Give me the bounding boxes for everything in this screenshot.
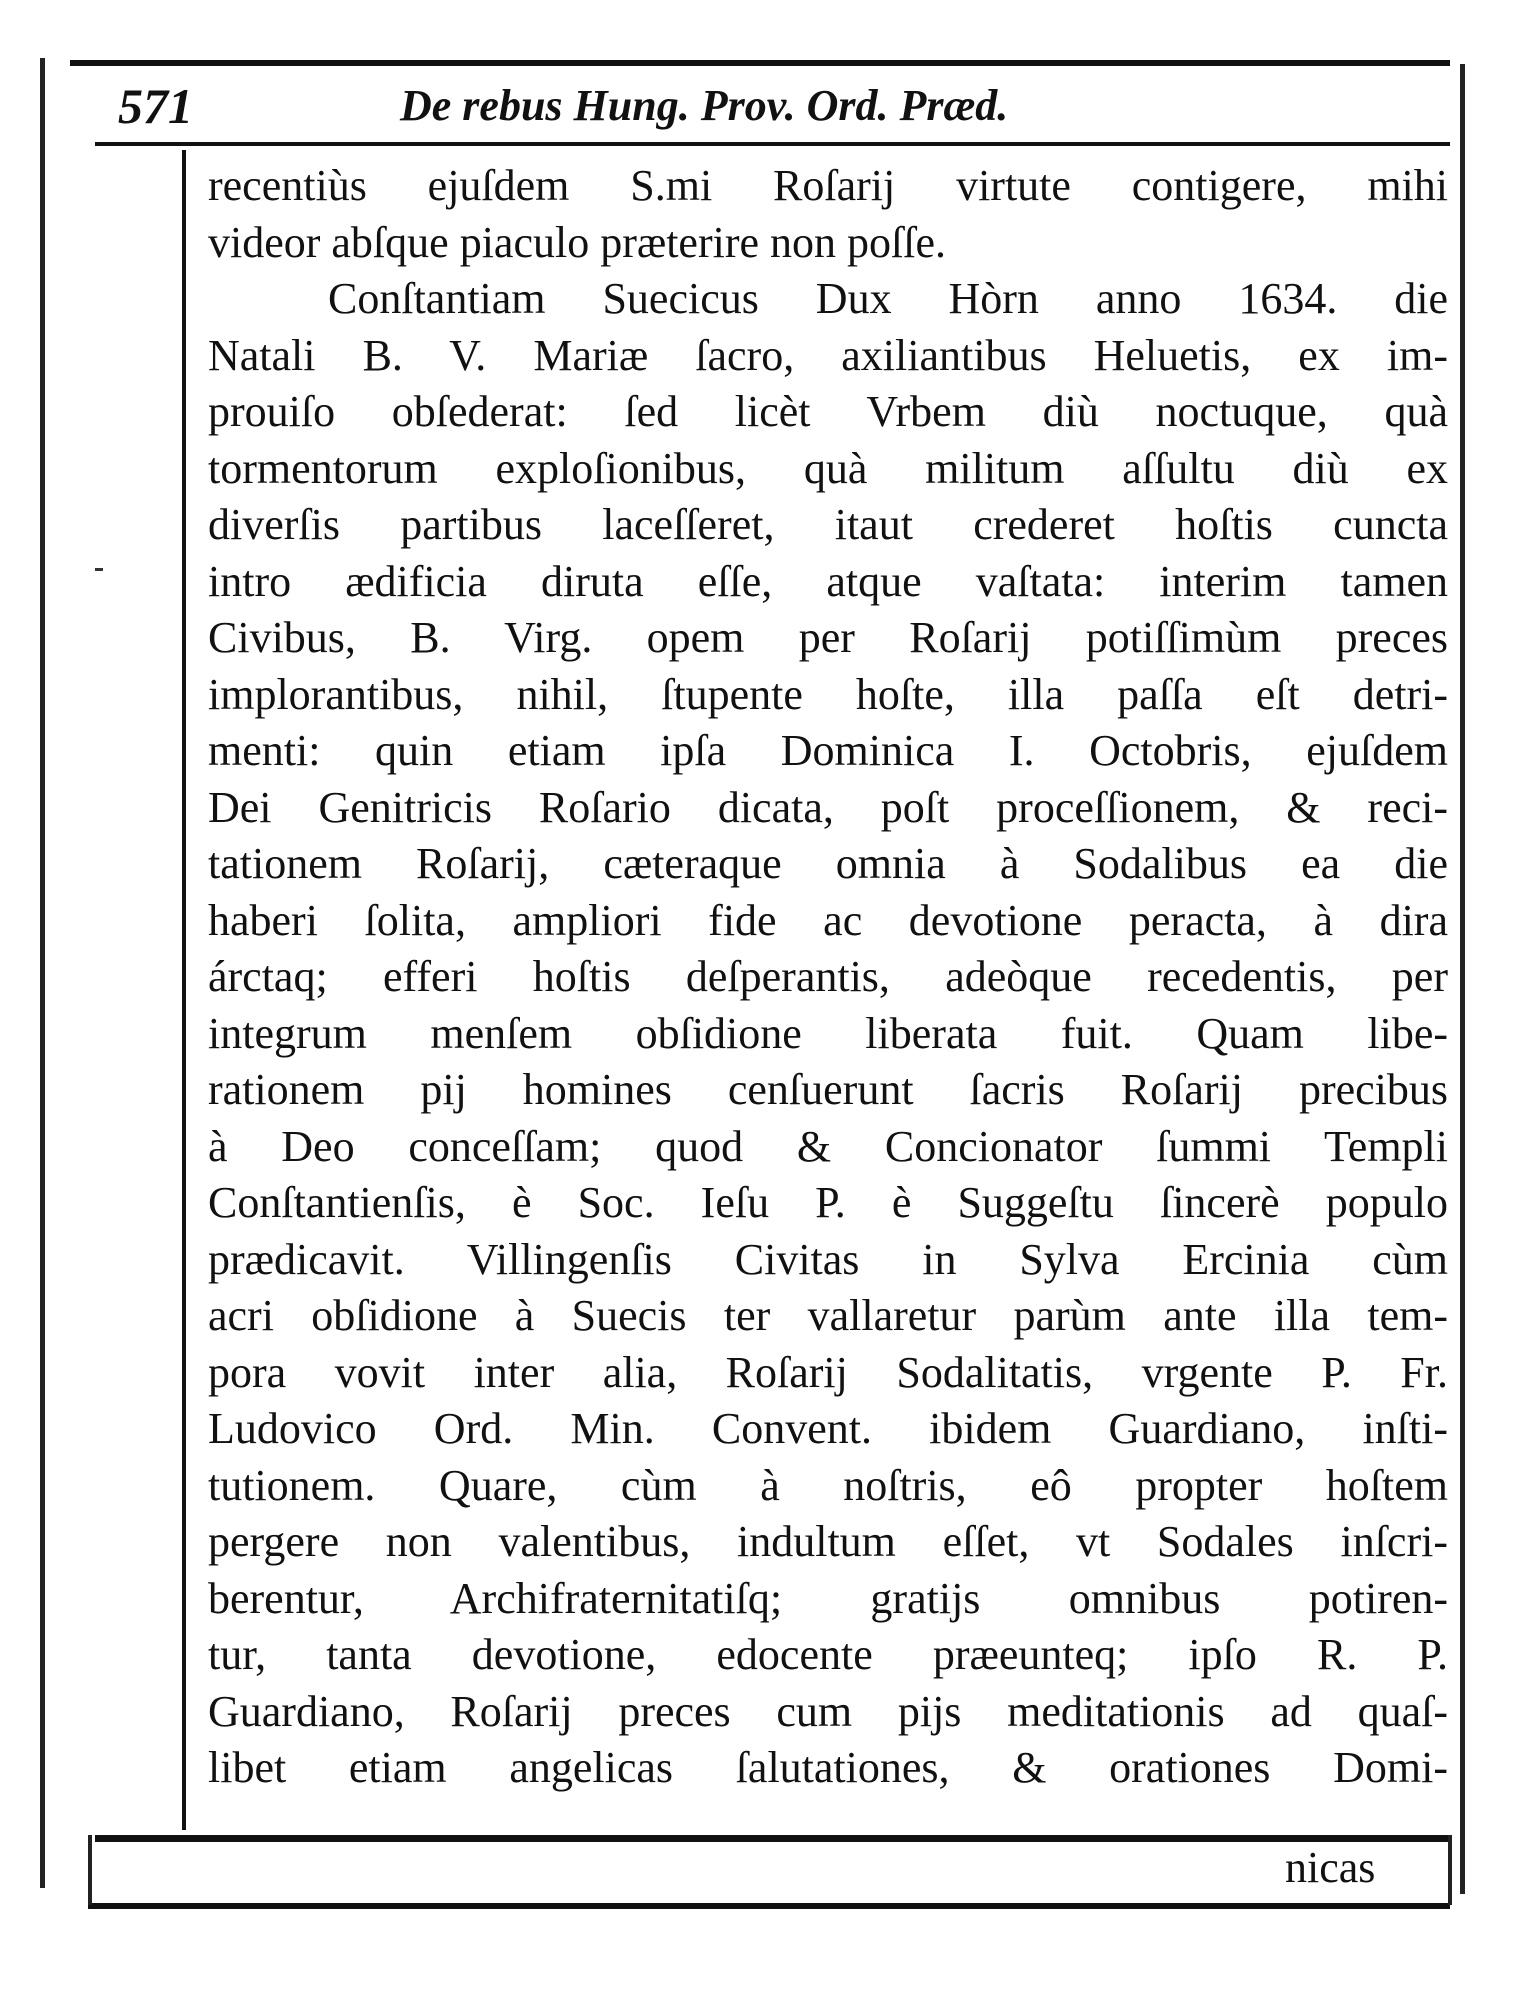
text-line: tationem Roſarij, cæteraque omnia à Sodalibus ea die <box>208 839 1448 888</box>
running-title: De rebus Hung. Prov. Ord. Præd. <box>400 81 1009 130</box>
footer-right-rule <box>1448 1835 1452 1905</box>
footer-bottom-rule <box>88 1903 1450 1909</box>
text-line: haberi ſolita, ampliori fide ac devotione peracta, à dira <box>208 895 1448 945</box>
catchword: nicas <box>1285 1843 1376 1892</box>
text-line: Dei Genitricis Roſario dicata, poſt proceſſionem, & reci- <box>208 782 1448 832</box>
text-line: Civibus, B. Virg. opem per Roſarij potiſſimùm preces <box>208 613 1448 662</box>
text-line: recentiùs ejuſdem S.mi Roſarij virtute contigere, mihi <box>208 161 1448 210</box>
text-line: Ludovico Ord. Min. Convent. ibidem Guardiano, inſti- <box>208 1404 1448 1453</box>
text-line: Conſtantienſis, è Soc. Ieſu P. è Suggeſtu ſincerè populo <box>208 1178 1448 1227</box>
page-number: 571 <box>118 78 193 134</box>
text-line: Natali B. V. Mariæ ſacro, axiliantibus Heluetis, ex im- <box>208 330 1448 380</box>
text-line: Conſtantiam Suecicus Dux Hòrn anno 1634. die <box>328 274 1448 323</box>
margin-mark <box>95 568 103 571</box>
text-line: intro ædificia diruta eſſe, atque vaſtata: interim tamen <box>208 556 1448 606</box>
text-line: libet etiam angelicas ſalutationes, & orationes Domi- <box>208 1743 1448 1792</box>
text-line: berentur, Archifraternitatiſq; gratijs omnibus potiren- <box>208 1573 1448 1623</box>
header-rule <box>95 142 1450 146</box>
text-line: à Deo conceſſam; quod & Concionator ſummi Templi <box>208 1121 1448 1171</box>
text-line: tormentorum exploſionibus, quà militum aſſultu diù ex <box>208 443 1448 493</box>
text-line: acri obſidione à Suecis ter vallaretur parùm ante illa tem- <box>208 1291 1448 1340</box>
text-line: rationem pij homines cenſuerunt ſacris Roſarij precibus <box>208 1065 1448 1114</box>
footer-top-rule <box>95 1835 1450 1842</box>
text-line: videor abſque piaculo præterire non poſſe. <box>208 217 946 267</box>
text-line: árctaq; efferi hoſtis deſperantis, adeòque recedentis, per <box>208 952 1448 1001</box>
text-line: tur, tanta devotione, edocente præeunteq; ipſo R. P. <box>208 1630 1448 1679</box>
text-line: prædicavit. Villingenſis Civitas in Sylva Ercinia cùm <box>208 1234 1448 1284</box>
text-line: diverſis partibus laceſſeret, itaut crederet hoſtis cuncta <box>208 500 1448 549</box>
text-line: prouiſo obſederat: ſed licèt Vrbem diù noctuque, quà <box>208 387 1448 436</box>
right-outer-rule <box>1460 64 1465 1894</box>
body-text <box>208 158 1448 1797</box>
text-line: tutionem. Quare, cùm à noſtris, eô propter hoſtem <box>208 1460 1448 1510</box>
text-line: menti: quin etiam ipſa Dominica I. Octobris, ejuſdem <box>208 726 1448 775</box>
footer-left-rule <box>88 1835 92 1905</box>
left-outer-rule <box>40 58 45 1888</box>
text-line: pergere non valentibus, indultum eſſet, vt Sodales inſcri- <box>208 1517 1448 1566</box>
margin-rule <box>182 150 186 1830</box>
text-line: pora vovit inter alia, Roſarij Sodalitatis, vrgente P. Fr. <box>208 1347 1448 1397</box>
top-rule <box>70 60 1450 66</box>
text-line: Guardiano, Roſarij preces cum pijs meditationis ad quaſ- <box>208 1686 1448 1736</box>
text-line: integrum menſem obſidione liberata fuit. Quam libe- <box>208 1008 1448 1058</box>
text-line: implorantibus, nihil, ſtupente hoſte, illa paſſa eſt detri- <box>208 669 1448 719</box>
